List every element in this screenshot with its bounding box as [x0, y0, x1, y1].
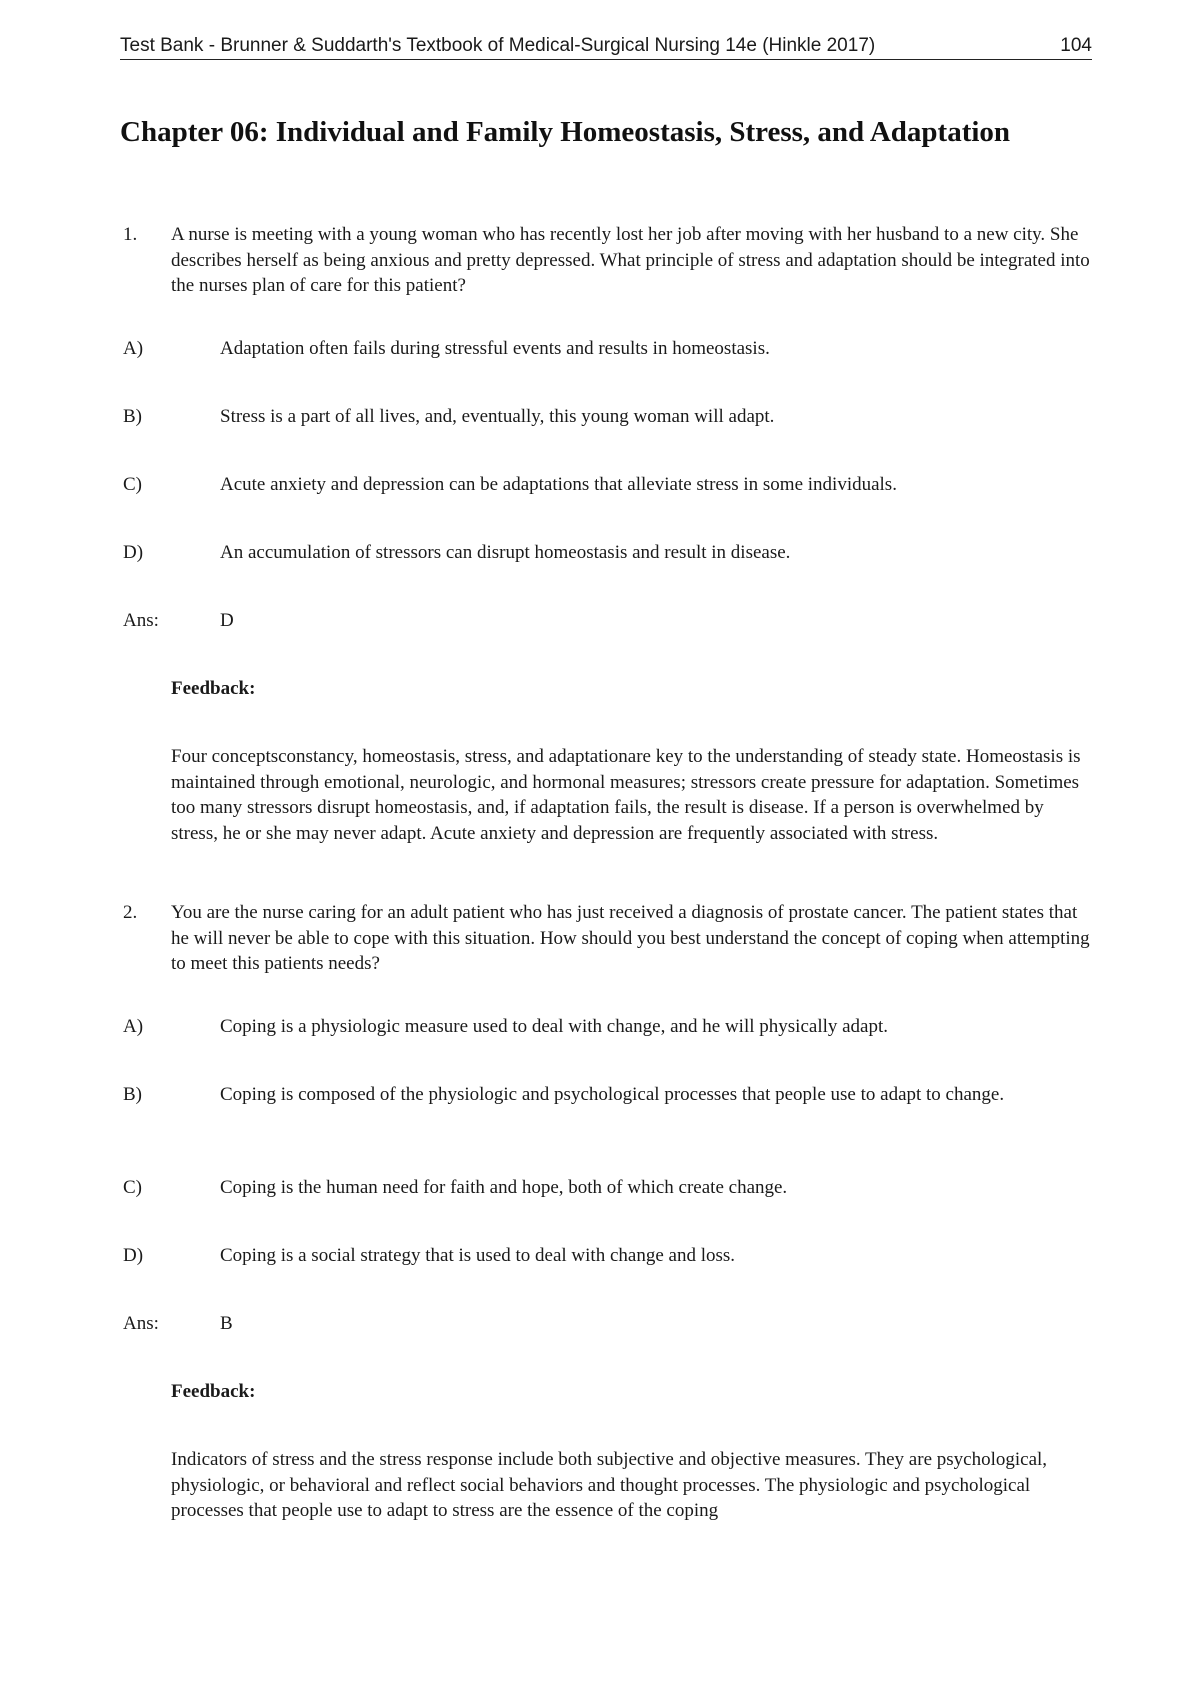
feedback-label: Feedback:: [171, 1381, 256, 1402]
option-letter: C): [123, 474, 142, 495]
feedback-text: Four conceptsconstancy, homeostasis, stress, and adaptationare key to the understanding of steady state. Homeostasis is maintained through emotional, neurologic, and hormonal measures; stressors create pressure for adaptation. Sometimes too many stressors disrupt homeostasis, and, if adaptation fails, the result is disease. If a person is overwhelmed by stress, he or she may never adapt. Acute anxiety and depression are frequently associated with stress.: [171, 746, 1081, 844]
running-header-title: Test Bank - Brunner & Suddarth's Textbook of Medical-Surgical Nursing 14e (Hinkle 2017): [120, 35, 876, 56]
chapter-title: Chapter 06: Individual and Family Homeostasis, Stress, and Adaptation: [120, 116, 1011, 148]
header-rule: [120, 59, 1092, 60]
option-text: Adaptation often fails during stressful events and results in homeostasis.: [220, 338, 770, 359]
page-number: 104: [1060, 35, 1092, 56]
feedback-text: Indicators of stress and the stress response include both subjective and objective measures. They are psychological, physiologic, or behavioral and reflect social behaviors and thought processes. The physiologic and psychological processes that people use to adapt to stress are the essence of the coping: [171, 1449, 1048, 1521]
option-text: Coping is the human need for faith and hope, both of which create change.: [220, 1177, 788, 1198]
question-number: 2.: [123, 902, 138, 923]
question-stem: You are the nurse caring for an adult patient who has just received a diagnosis of prostate cancer. The patient states that he will never be able to cope with this situation. How should you best understand the concept of coping when attempting to meet this patients needs?: [171, 902, 1090, 974]
feedback-label: Feedback:: [171, 678, 256, 699]
answer-value: B: [220, 1313, 233, 1334]
option-letter: B): [123, 406, 142, 427]
option-text: Acute anxiety and depression can be adaptations that alleviate stress in some individuals.: [220, 474, 897, 495]
option-text: An accumulation of stressors can disrupt homeostasis and result in disease.: [220, 542, 791, 563]
option-text: Stress is a part of all lives, and, eventually, this young woman will adapt.: [220, 406, 775, 427]
option-letter: A): [123, 338, 144, 359]
option-text: Coping is composed of the physiologic and psychological processes that people use to adapt to change.: [220, 1084, 1005, 1105]
answer-label: Ans:: [123, 610, 159, 631]
option-letter: D): [123, 1245, 144, 1266]
answer-label: Ans:: [123, 1313, 159, 1334]
option-letter: B): [123, 1084, 142, 1105]
option-letter: A): [123, 1016, 144, 1037]
option-text: Coping is a physiologic measure used to deal with change, and he will physically adapt.: [220, 1016, 889, 1037]
question-number: 1.: [123, 224, 138, 245]
option-text: Coping is a social strategy that is used to deal with change and loss.: [220, 1245, 736, 1266]
running-header: [120, 32, 1092, 60]
option-letter: D): [123, 542, 144, 563]
question-stem: A nurse is meeting with a young woman who has recently lost her job after moving with her husband to a new city. She describes herself as being anxious and pretty depressed. What principle of stress and adaptation should be integrated into the nurses plan of care for this patient?: [171, 224, 1090, 296]
answer-value: D: [220, 610, 234, 631]
option-letter: C): [123, 1177, 142, 1198]
